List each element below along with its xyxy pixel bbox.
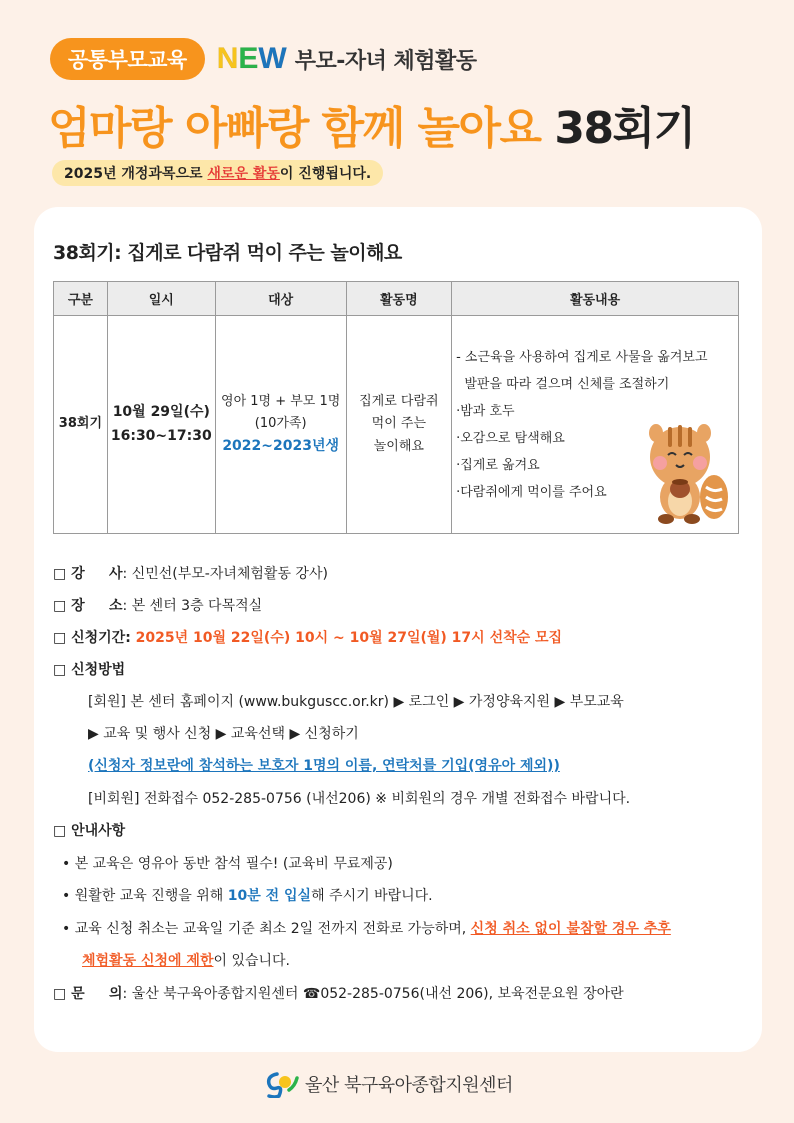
info-guide-2-pre: • 원활한 교육 진행을 위해 xyxy=(62,888,228,904)
header-cell-datetime: 일시 xyxy=(107,282,215,316)
content-line: ·다람쥐에게 먹이를 주어요 xyxy=(456,484,607,500)
header-cell-activity: 활동명 xyxy=(346,282,452,316)
info-guide-3b-highlight: 체험활동 신청에 제한 xyxy=(82,953,214,969)
info-period xyxy=(53,627,562,647)
header-cell-content: 활동내용 xyxy=(452,282,739,316)
cell-target-2: (10가족) xyxy=(254,415,307,431)
content-line: 발판을 따라 걸으며 신체를 조절하기 xyxy=(456,376,670,392)
header-cell-target: 대상 xyxy=(215,282,346,316)
info-place-value: : 본 센터 3층 다목적실 xyxy=(122,598,263,614)
info-guide-2-post: 해 주시기 바랍니다. xyxy=(311,888,433,904)
cell-time: 16:30~17:30 xyxy=(110,427,212,444)
table-header-row xyxy=(54,282,739,316)
info-place-label: □ 장 소 xyxy=(53,598,123,614)
content-line: - 소근육을 사용하여 집게로 사물을 옮겨보고 xyxy=(456,349,708,365)
info-lecturer-value: : 신민선(부모-자녀체험활동 강사) xyxy=(122,566,328,582)
info-guide-label xyxy=(53,820,125,840)
info-method-title: □ 신청방법 xyxy=(53,662,126,678)
cell-target xyxy=(215,316,346,534)
content-line: ·오감으로 탐색해요 xyxy=(456,430,565,446)
center-logo-icon xyxy=(263,1070,299,1098)
info-method-4: [비회원] 전화접수 052-285-0756 (내선206) ※ 비회원의 경우 개별 전화접수 바랍니다. xyxy=(88,791,631,807)
new-letter-e: E xyxy=(238,42,259,75)
notice-post: 이 진행됩니다. xyxy=(279,166,372,182)
info-lecturer xyxy=(53,563,328,583)
cell-date: 10월 29일(수) xyxy=(112,403,210,420)
page-title xyxy=(48,92,695,156)
squirrel-illustration xyxy=(644,421,730,525)
schedule-table xyxy=(53,281,739,534)
section-title: 38회기: 집게로 다람쥐 먹이 주는 놀이해요 xyxy=(53,242,402,264)
notice-highlight: 새로운 활동 xyxy=(207,166,280,182)
info-method-1: [회원] 본 센터 홈페이지 (www.bukguscc.or.kr) ▶ 로그인 ▶ 가정양육지원 ▶ 부모교육 xyxy=(88,694,624,710)
info-contact-label: □ 문 의 xyxy=(53,986,123,1002)
info-guide-3b-post: 이 있습니다. xyxy=(213,953,290,969)
info-contact xyxy=(53,983,624,1003)
footer-org-name: 울산 북구육아종합지원센터 xyxy=(305,1075,513,1096)
header-subtitle: 부모-자녀 체험활동 xyxy=(294,48,477,74)
cell-activity-2: 먹이 주는 xyxy=(371,416,427,432)
info-guide-3-highlight: 신청 취소 없이 불참할 경우 추후 xyxy=(470,921,671,937)
info-method-3: (신청자 정보란에 참석하는 보호자 1명의 이름, 연락처를 기입(영유아 제외)) xyxy=(88,758,560,774)
new-badge xyxy=(217,42,287,76)
info-method-label xyxy=(53,659,125,679)
info-guide-2-highlight: 10분 전 입실 xyxy=(227,888,312,904)
notice-banner xyxy=(52,160,383,186)
cell-session: 38회기 xyxy=(54,316,108,534)
new-letter-n: N xyxy=(216,42,239,75)
info-place xyxy=(53,595,262,615)
cell-activity xyxy=(346,316,452,534)
cell-activity-1: 집게로 다람쥐 xyxy=(359,394,439,410)
info-guide-3-pre: • 교육 신청 취소는 교육일 기준 최소 2일 전까지 전화로 가능하며, xyxy=(62,921,471,937)
page-title-text: 엄마랑 아빠랑 함께 놀아요 xyxy=(48,103,555,154)
cell-target-3: 2022~2023년생 xyxy=(222,437,340,454)
info-period-label: □ 신청기간: xyxy=(53,630,136,646)
content-line: ·집게로 옮겨요 xyxy=(456,457,540,473)
info-lecturer-label: □ 강 사 xyxy=(53,566,123,582)
table-row xyxy=(54,316,739,534)
notice-pre: 2025년 개정과목으로 xyxy=(64,166,208,182)
cell-target-1: 영아 1명 + 부모 1명 xyxy=(221,393,341,409)
cell-datetime xyxy=(107,316,215,534)
info-period-value: 2025년 10월 22일(수) 10시 ~ 10월 27일(월) 17시 선착순 모집 xyxy=(135,630,563,646)
footer xyxy=(263,1070,513,1098)
info-guide-title: □ 안내사항 xyxy=(53,823,126,839)
cell-activity-3: 놀이해요 xyxy=(373,438,424,454)
info-guide-3b xyxy=(82,950,290,970)
content-line: ·밤과 호두 xyxy=(456,403,515,419)
info-method-2: ▶ 교육 및 행사 신청 ▶ 교육선택 ▶ 신청하기 xyxy=(88,726,359,742)
category-pill: 공통부모교육 xyxy=(50,38,205,80)
page-title-number: 38회기 xyxy=(554,103,695,154)
info-guide-1: • 본 교육은 영유아 동반 참석 필수! (교육비 무료제공) xyxy=(62,856,393,872)
header xyxy=(50,38,477,80)
info-contact-value: : 울산 북구육아종합지원센터 ☎052-285-0756(내선 206), 보육전문요원 장아란 xyxy=(122,986,624,1002)
info-guide-3 xyxy=(62,918,671,938)
info-guide-2 xyxy=(62,885,433,905)
cell-content xyxy=(452,316,739,534)
new-letter-w: W xyxy=(258,42,287,75)
header-cell-category: 구분 xyxy=(54,282,108,316)
